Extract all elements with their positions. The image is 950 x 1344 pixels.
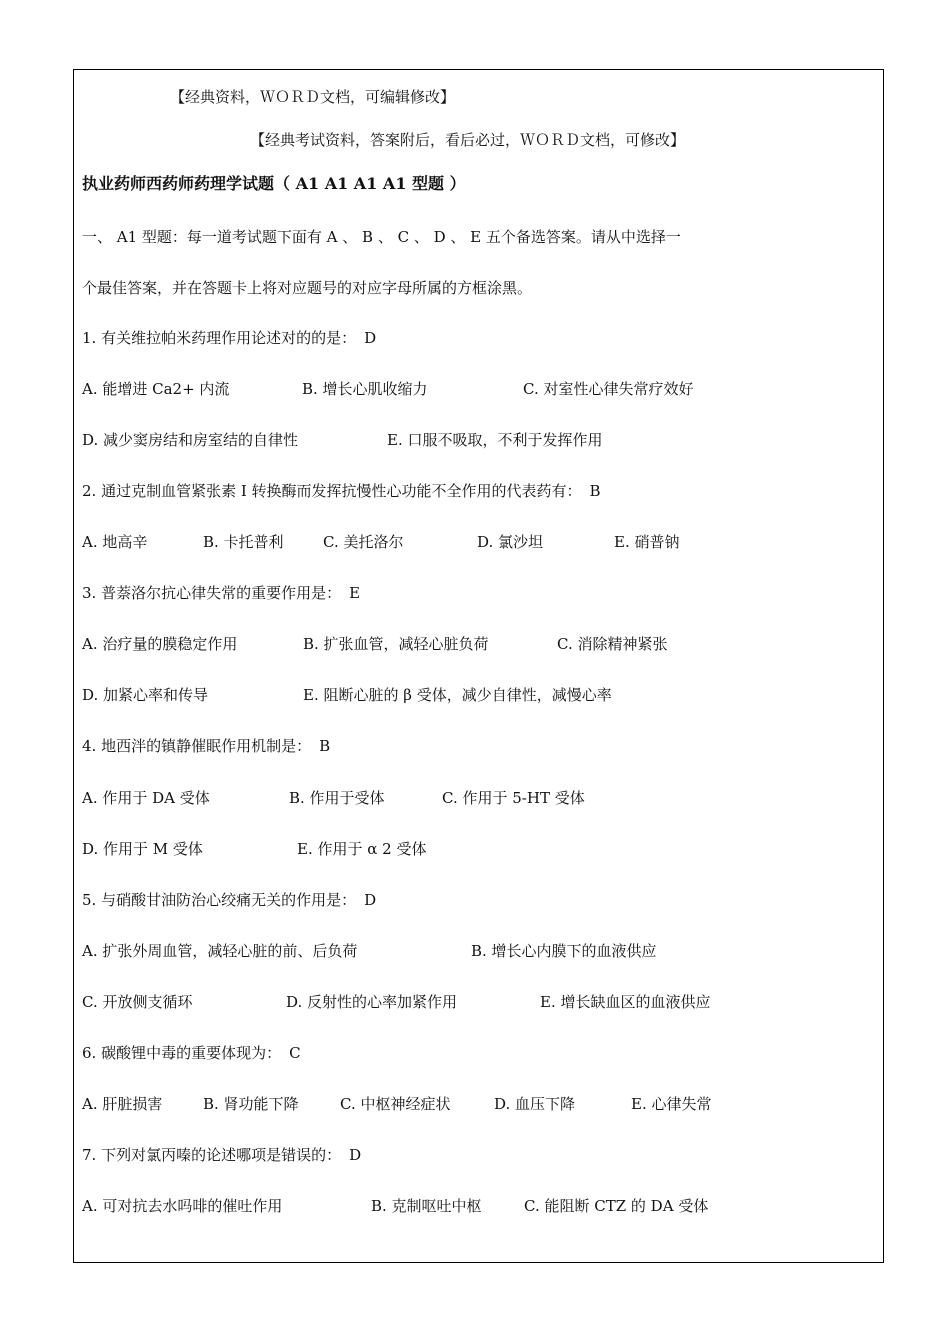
answer-key: E bbox=[349, 584, 361, 602]
q4-option-b: B. 作用于受体 bbox=[289, 789, 385, 807]
q2-option-b: B. 卡托普利 bbox=[203, 533, 284, 551]
q2-option-a: A. 地高辛 bbox=[82, 533, 148, 551]
question-text: 1. 有关维拉帕米药理作用论述对的的是： bbox=[82, 329, 357, 347]
answer-key: B bbox=[319, 737, 331, 755]
q3-option-b: B. 扩张血管，减轻心脏负荷 bbox=[303, 635, 489, 653]
q4-option-a: A. 作用于 DA 受体 bbox=[82, 789, 210, 807]
q5-option-a: A. 扩张外周血管，减轻心脏的前、后负荷 bbox=[82, 942, 358, 960]
q1-option-d: D. 减少窦房结和房室结的自律性 bbox=[82, 431, 299, 449]
question-1 bbox=[82, 328, 376, 348]
answer-key: C bbox=[289, 1044, 301, 1062]
banner-exam: 【经典考试资料，答案附后，看后必过，ＷＯＲＤ文档，可修改】 bbox=[250, 131, 686, 149]
question-5 bbox=[82, 890, 376, 910]
question-text: 2. 通过克制血管紧张素 I 转换酶而发挥抗慢性心功能不全作用的代表药有： bbox=[82, 482, 582, 500]
question-text: 5. 与硝酸甘油防治心绞痛无关的作用是： bbox=[82, 891, 357, 909]
q1-option-e: E. 口服不吸取，不利于发挥作用 bbox=[387, 431, 603, 449]
q5-option-b: B. 增长心内膜下的血液供应 bbox=[471, 942, 657, 960]
question-4 bbox=[82, 736, 330, 756]
page-title: 执业药师西药师药理学试题（ A1 A1 A1 A1 型题 ） bbox=[82, 174, 466, 193]
banner-top: 【经典资料，ＷＯＲＤ文档，可编辑修改】 bbox=[170, 88, 456, 106]
q3-option-c: C. 消除精神紧张 bbox=[557, 635, 668, 653]
question-2 bbox=[82, 481, 601, 501]
q6-option-c: C. 中枢神经症状 bbox=[340, 1095, 451, 1113]
q6-option-e: E. 心律失常 bbox=[631, 1095, 712, 1113]
q4-option-d: D. 作用于 M 受体 bbox=[82, 840, 203, 858]
q3-option-e: E. 阻断心脏的 β 受体，减少自律性，减慢心率 bbox=[303, 686, 612, 704]
page-border bbox=[73, 69, 884, 1263]
q6-option-d: D. 血压下降 bbox=[494, 1095, 576, 1113]
intro-line-1: 一、 A1 型题：每一道考试题下面有 A 、 B 、 C 、 D 、 E 五个备选答案。请从中选择一 bbox=[82, 228, 681, 246]
q7-option-b: B. 克制呕吐中枢 bbox=[371, 1197, 482, 1215]
q5-option-c: C. 开放侧支循环 bbox=[82, 993, 193, 1011]
question-text: 7. 下列对氯丙嗪的论述哪项是错误的： bbox=[82, 1146, 342, 1164]
q3-option-a: A. 治疗量的膜稳定作用 bbox=[82, 635, 238, 653]
q1-option-b: B. 增长心肌收缩力 bbox=[302, 380, 428, 398]
q3-option-d: D. 加紧心率和传导 bbox=[82, 686, 209, 704]
question-text: 6. 碳酸锂中毒的重要体现为： bbox=[82, 1044, 282, 1062]
q5-option-d: D. 反射性的心率加紧作用 bbox=[286, 993, 458, 1011]
q5-option-e: E. 增长缺血区的血液供应 bbox=[540, 993, 711, 1011]
q1-option-c: C. 对室性心律失常疗效好 bbox=[523, 380, 694, 398]
answer-key: D bbox=[364, 329, 377, 347]
q7-option-a: A. 可对抗去水吗啡的催吐作用 bbox=[82, 1197, 283, 1215]
q4-option-e: E. 作用于 α 2 受体 bbox=[297, 840, 427, 858]
answer-key: D bbox=[364, 891, 377, 909]
answer-key: D bbox=[349, 1146, 362, 1164]
q4-option-c: C. 作用于 5-HT 受体 bbox=[442, 789, 585, 807]
q6-option-b: B. 肾功能下降 bbox=[203, 1095, 299, 1113]
intro-line-2: 个最佳答案，并在答题卡上将对应题号的对应字母所属的方框涂黑。 bbox=[82, 279, 533, 297]
question-7 bbox=[82, 1145, 361, 1165]
question-6 bbox=[82, 1043, 301, 1063]
q7-option-c: C. 能阻断 CTZ 的 DA 受体 bbox=[524, 1197, 709, 1215]
question-text: 3. 普萘洛尔抗心律失常的重要作用是： bbox=[82, 584, 342, 602]
q6-option-a: A. 肝脏损害 bbox=[82, 1095, 163, 1113]
q2-option-d: D. 氯沙坦 bbox=[477, 533, 544, 551]
q2-option-c: C. 美托洛尔 bbox=[323, 533, 404, 551]
question-3 bbox=[82, 583, 360, 603]
q1-option-a: A. 能增进 Ca2+ 内流 bbox=[82, 380, 230, 398]
q2-option-e: E. 硝普钠 bbox=[614, 533, 680, 551]
answer-key: B bbox=[589, 482, 601, 500]
question-text: 4. 地西泮的镇静催眠作用机制是： bbox=[82, 737, 312, 755]
